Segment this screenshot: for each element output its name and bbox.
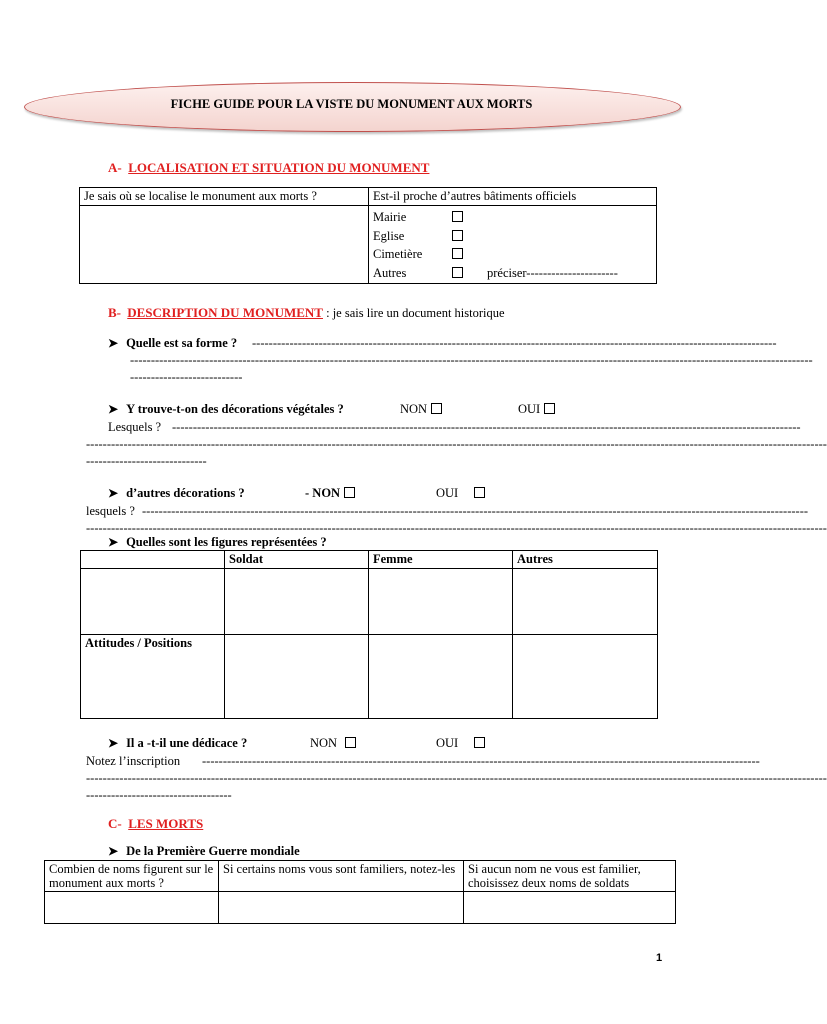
arrow-bullet-icon: ➤ xyxy=(108,736,119,750)
figures-table xyxy=(80,550,658,719)
figures-cell[interactable] xyxy=(513,635,658,719)
arrow-bullet-icon: ➤ xyxy=(108,844,119,858)
arrow-bullet-icon: ➤ xyxy=(108,402,119,416)
section-c-title: LES MORTS xyxy=(128,816,204,831)
figures-corner-cell xyxy=(81,551,225,569)
answer-line[interactable]: ---------------------------------------------------------------------------------------------------------------------------------------------------------------------------------- xyxy=(86,437,827,451)
checkbox-icon[interactable] xyxy=(452,267,463,278)
section-b-subtitle: : je sais lire un document historique xyxy=(322,306,505,320)
checkbox-icon[interactable] xyxy=(452,211,463,222)
checkbox-icon[interactable] xyxy=(452,248,463,259)
checkbox-icon[interactable] xyxy=(344,487,355,498)
figures-cell[interactable] xyxy=(513,569,658,635)
localisation-question: Je sais où se localise le monument aux morts ? xyxy=(80,188,369,206)
figures-header-autres: Autres xyxy=(513,551,658,569)
option-autres[interactable]: Autres préciser---------------------- xyxy=(373,265,618,280)
q5-non-option[interactable]: NON xyxy=(310,736,356,751)
q2-follow-label: Lesquels ? xyxy=(108,420,162,434)
question-forme: ➤ Quelle est sa forme ? xyxy=(108,336,238,350)
preciser-field[interactable]: préciser---------------------- xyxy=(487,265,618,280)
section-b-title: DESCRIPTION DU MONUMENT xyxy=(127,305,323,320)
figures-row2-label: Attitudes / Positions xyxy=(81,635,225,719)
answer-line[interactable]: -------------------------------------------------------------------------------------------------------------------------------------------------------------------- xyxy=(130,353,813,367)
q5-follow-label: Notez l’inscription xyxy=(86,754,181,768)
morts-header-combien: Combien de noms figurent sur le monument aux morts ? xyxy=(45,861,219,892)
figures-cell[interactable] xyxy=(369,569,513,635)
figures-cell[interactable] xyxy=(225,635,369,719)
checkbox-icon[interactable] xyxy=(474,737,485,748)
answer-line[interactable]: ---------------------------------------------------------------------------------------------------------------------------------------------------------------------------------- xyxy=(86,521,827,535)
morts-cell[interactable] xyxy=(464,892,676,924)
q3-follow-label: lesquels ? xyxy=(86,504,135,518)
arrow-bullet-icon: ➤ xyxy=(108,486,119,500)
localisation-table xyxy=(79,187,657,284)
option-mairie[interactable]: Mairie xyxy=(373,208,652,227)
checkbox-icon[interactable] xyxy=(431,403,442,414)
question-decorations-vegetales: ➤ Y trouve-t-on des décorations végétales ? xyxy=(108,402,344,416)
subheading-premiere-guerre: ➤ De la Première Guerre mondiale xyxy=(108,844,300,858)
morts-header-familiers: Si certains noms vous sont familiers, notez-les xyxy=(219,861,464,892)
page-title: FICHE GUIDE POUR LA VISTE DU MONUMENT AUX MORTS xyxy=(170,97,533,111)
q2-oui-option[interactable]: OUI xyxy=(518,402,555,417)
figures-cell[interactable] xyxy=(225,569,369,635)
section-a-title: LOCALISATION ET SITUATION DU MONUMENT xyxy=(128,160,430,175)
checkbox-icon[interactable] xyxy=(474,487,485,498)
question-figures: ➤ Quelles sont les figures représentées ? xyxy=(108,535,327,549)
checkbox-icon[interactable] xyxy=(452,230,463,241)
figures-header-femme: Femme xyxy=(369,551,513,569)
option-cimetiere[interactable]: Cimetière xyxy=(373,245,652,264)
figures-row1-label xyxy=(81,569,225,635)
q2-non-option[interactable]: NON xyxy=(400,402,442,417)
proximity-options xyxy=(369,206,657,284)
arrow-bullet-icon: ➤ xyxy=(108,336,119,350)
figures-header-soldat: Soldat xyxy=(225,551,369,569)
option-eglise[interactable]: Eglise xyxy=(373,227,652,246)
q5-oui-option[interactable]: OUI xyxy=(436,736,485,751)
answer-line[interactable]: ----------------------------- xyxy=(86,454,207,468)
question-autres-decorations: ➤ d’autres décorations ? xyxy=(108,486,245,500)
morts-table xyxy=(44,860,676,924)
q3-oui-option[interactable]: OUI xyxy=(436,486,485,501)
answer-line[interactable]: ------------------------------------------------------------------------------------------------------------------------------------------------------- xyxy=(172,420,801,434)
localisation-answer-cell[interactable] xyxy=(80,206,369,284)
section-b-heading: B- DESCRIPTION DU MONUMENT : je sais lire un document historique xyxy=(108,305,505,320)
answer-line[interactable]: ---------------------------------------------------------------------------------------------------------------------------------------------------------------- xyxy=(142,504,809,518)
morts-cell[interactable] xyxy=(219,892,464,924)
morts-cell[interactable] xyxy=(45,892,219,924)
page-number: 1 xyxy=(656,952,663,964)
answer-line[interactable]: --------------------------- xyxy=(130,370,243,384)
answer-line[interactable]: -------------------------------------------------------------------------------------------------------------------------------------- xyxy=(202,754,760,768)
arrow-bullet-icon: ➤ xyxy=(108,535,119,549)
checkbox-icon[interactable] xyxy=(544,403,555,414)
section-a-heading xyxy=(108,160,429,176)
question-dedicace: ➤ Il a -t-il une dédicace ? xyxy=(108,736,248,750)
checkbox-icon[interactable] xyxy=(345,737,356,748)
section-a-letter: A- xyxy=(108,160,122,175)
answer-line[interactable]: ---------------------------------------------------------------------------------------------------------------------------------------------------------------------------------- xyxy=(86,771,827,785)
answer-line[interactable]: ----------------------------------- xyxy=(86,788,232,802)
answer-line[interactable]: ------------------------------------------------------------------------------------------------------------------------------ xyxy=(252,336,777,350)
section-c-heading: C- LES MORTS xyxy=(108,816,204,831)
morts-header-choisissez: Si aucun nom ne vous est familier, choisissez deux noms de soldats xyxy=(464,861,676,892)
figures-cell[interactable] xyxy=(369,635,513,719)
q3-non-option[interactable]: - NON xyxy=(305,486,355,501)
proximity-question: Est-il proche d’autres bâtiments officiels xyxy=(369,188,657,206)
